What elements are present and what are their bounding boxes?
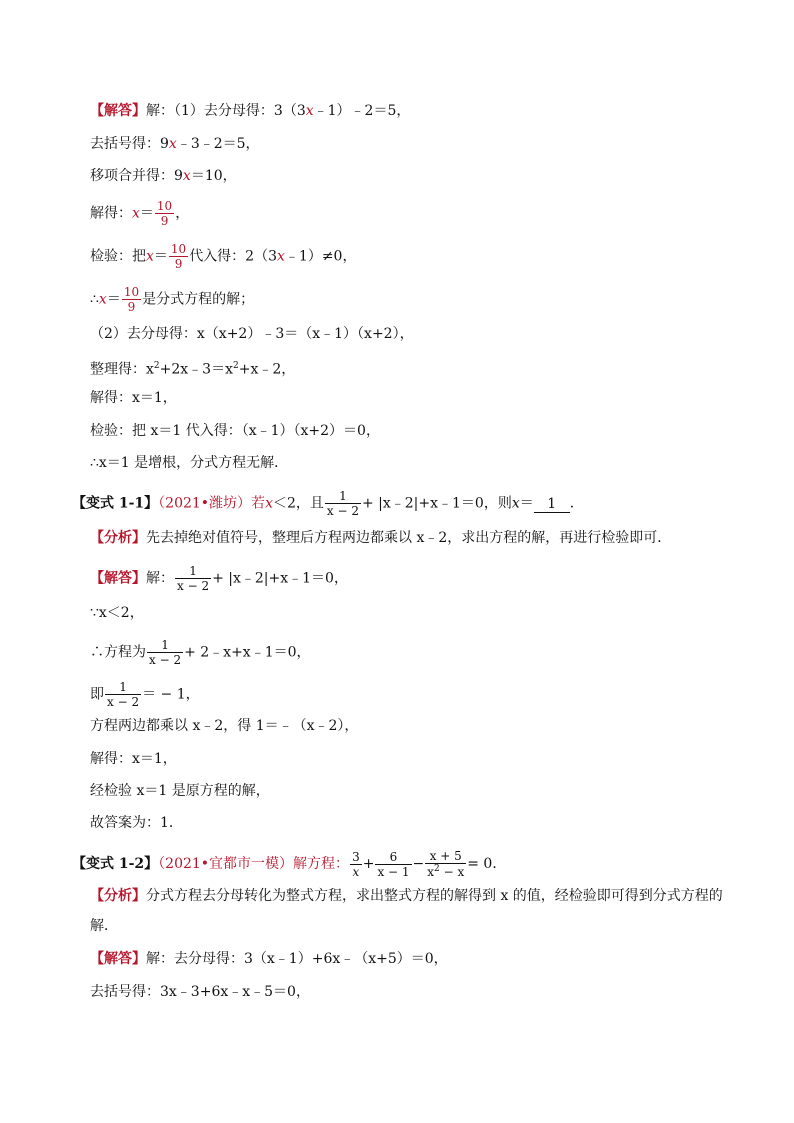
var-x: x xyxy=(168,136,177,152)
fraction: $\frac{1}{x - 2}$ xyxy=(107,680,140,709)
solution-line: 解得：x＝1， xyxy=(90,751,177,767)
step-text: 检验：把 xyxy=(90,248,146,265)
analysis-line-cont: 解． xyxy=(90,918,118,934)
fraction: $\frac{1}{x - 2}$ xyxy=(177,564,210,593)
solution-line-10: 检验：把 x＝1 代入得：（x﹣1）（x+2）＝0， xyxy=(90,423,380,439)
analysis-label: 【分析】 xyxy=(90,530,146,546)
var-x: x xyxy=(305,103,314,119)
fraction: $\frac{10}{9}$ xyxy=(170,242,187,271)
solution-line-2 xyxy=(90,134,260,154)
step-text: ＝10， xyxy=(190,168,237,184)
solution-line: 【解答】解：去分母得：3（x﹣1）+6x﹣（x+5）＝0， xyxy=(90,951,448,967)
var-x: x xyxy=(277,248,285,265)
solution-line: 经检验 x＝1 是原方程的解， xyxy=(90,783,270,799)
step-text: 去括号得：9 xyxy=(90,136,169,152)
var-x: x xyxy=(182,168,191,184)
var-x: x xyxy=(146,248,154,265)
step-text: ﹣1）﹣2＝5， xyxy=(313,103,411,119)
answer-blank: 1 xyxy=(534,496,570,513)
solution-line-3 xyxy=(90,166,237,186)
solution-line: ∴方程为 $\frac{1}{x - 2}$ + 2﹣x+x﹣1＝0， xyxy=(90,638,311,667)
solution-line: 故答案为：1． xyxy=(90,815,183,831)
fraction: $\frac{10}{9}$ xyxy=(123,285,140,314)
step-text: ﹣3﹣2＝5， xyxy=(176,136,260,152)
solution-line-5: 检验：把x＝ $\frac{10}{9}$ 代入得：2（3x﹣1）≠0， xyxy=(90,242,357,271)
fraction: $\frac{3}{x}$ xyxy=(352,849,360,879)
fraction: $\frac{1}{x - 2}$ xyxy=(326,489,359,518)
solution-line: 方程两边都乘以 x﹣2，得 1＝﹣（x﹣2）， xyxy=(90,718,359,734)
solution-line: 即 $\frac{1}{x - 2}$ ＝ − 1， xyxy=(90,680,200,709)
solution-line-8: 整理得：$x^2+2x﹣3=x^2+x﹣2$， xyxy=(90,361,296,378)
variant-1-1-question: 【变式 1-1】（2021•潍坊）若x＜2，且 $\frac{1}{x - 2}$ + |x﹣2|+x﹣1＝0，则x＝ 1 ． xyxy=(72,489,584,518)
solution-line-9: 解得：x＝1， xyxy=(90,390,177,406)
step-text: 解：（1）去分母得：3（3 xyxy=(146,103,306,119)
analysis-label: 【分析】 xyxy=(90,888,146,904)
answer-label: 【解答】 xyxy=(90,951,146,967)
solution-line: 去括号得：3x﹣3+6x﹣x﹣5＝0， xyxy=(90,984,310,1000)
answer-label: 【解答】 xyxy=(90,103,146,119)
variant-1-2-question: 【变式 1-2】（2021•宜都市一模）解方程： $\frac{3}{x}$ + $\frac{6}{x - 1}$ − $\frac{x + 5}{x^2 - x}$ = 0． xyxy=(72,849,507,879)
solution-line-11: ∴x＝1 是增根，分式方程无解． xyxy=(90,455,289,471)
variant-label: 【变式 1-1】 xyxy=(72,495,159,512)
step-text: 移项合并得：9 xyxy=(90,168,183,184)
var-x: x xyxy=(132,205,140,222)
solution-line-1 xyxy=(90,101,410,121)
fraction: $\frac{x + 5}{x^2 - x}$ xyxy=(427,849,465,879)
solution-line: ∵x＜2， xyxy=(90,605,144,621)
analysis-line: 【分析】先去掉绝对值符号，整理后方程两边都乘以 x﹣2，求出方程的解，再进行检验即可． xyxy=(90,530,672,546)
analysis-line: 【分析】分式方程去分母转化为整式方程，求出整式方程的解得到 x 的值，经检验即可得到分式方程的 xyxy=(90,888,723,904)
solution-line-7: （2）去分母得：x（x+2）﹣3＝（x﹣1）（x+2）， xyxy=(90,326,414,342)
solution-line-4: 解得：x＝ $\frac{10}{9}$ ， xyxy=(90,199,190,228)
variant-label: 【变式 1-2】 xyxy=(72,856,159,872)
solution-line-6: ∴x＝ $\frac{10}{9}$ 是分式方程的解； xyxy=(90,285,255,314)
step-text: 解得： xyxy=(90,205,132,222)
fraction: $\frac{10}{9}$ xyxy=(156,199,173,228)
solution-line: 【解答】解： $\frac{1}{x - 2}$ + |x﹣2|+x﹣1＝0， xyxy=(90,564,348,593)
fraction: $\frac{1}{x - 2}$ xyxy=(149,638,182,667)
answer-label: 【解答】 xyxy=(90,570,146,587)
fraction: $\frac{6}{x - 1}$ xyxy=(377,849,410,879)
var-x: x xyxy=(98,291,107,308)
